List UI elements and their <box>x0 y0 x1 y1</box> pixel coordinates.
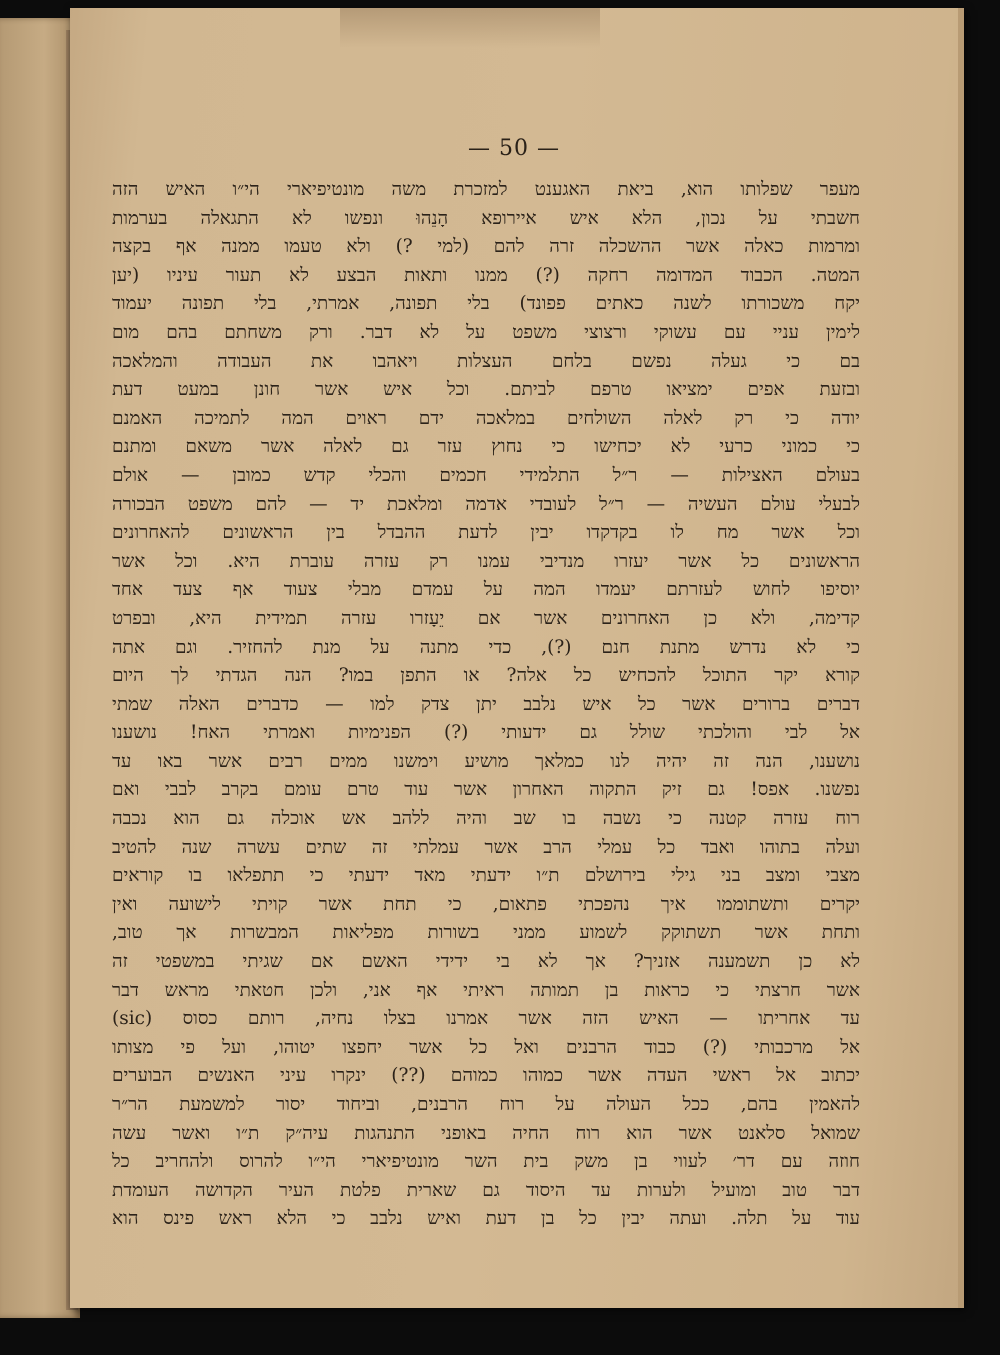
text-line: וכל אשר מח לו בקדקדו יבין לדעת ההבדל בין הראשונים להאחרונים <box>112 522 860 544</box>
text-line: יכתוב אל ראשי העדה אשר כמוהו כמוהם (??) ינקרו עיני האנשים הבוערים <box>112 1065 860 1087</box>
text-line: לימין עניי עם עשוקי ורצוצי משפט על לא דבר. ורק משחתם בהם מום <box>112 321 860 343</box>
text-line: בם כי געלה נפשם בלחם העצלות ויאהבו את העבודה והמלאכה <box>112 350 860 372</box>
text-line: דבר טוב ומועיל ולערות עד היסוד גם שארית פלטת העיר הקדושה העומדת <box>112 1179 860 1201</box>
text-line: בעולם האצילות — ר״ל התלמידי חכמים והכלי קדש כמובן — אולם <box>112 464 860 486</box>
body-text <box>112 176 860 1234</box>
text-line: לא כן תשמענה אזניך? אך לא בי ידידי האשם אם שגיתי במשפטי זה <box>112 951 860 973</box>
text-line: יודה כי רק לאלה השולחים במלאכה ידם ראוים המה לתמיכה האמנם <box>112 407 860 429</box>
text-line: נושענו, הנה זה יהיה לנו כמלאך מושיע וימשנו ממים רבים אשר באו עד <box>112 750 860 772</box>
text-line: עד אחריתו — האיש הזה אשר אמרנו בצלו נחיה, רותם כסוס (sic) <box>112 1008 860 1030</box>
page-wear-mark <box>340 8 600 48</box>
text-line: רוח עזרה קטנה כי נשבה בו שב והיה ללהב אש אוכלה גם הוא נכבה <box>112 808 860 830</box>
text-line: כי לא נדרש מתנת חנם (?), כדי מתנה על מנת להחזיר. וגם אתה <box>112 636 860 658</box>
text-line: חוזה עם דר׳ לעווי בן משק בית השר מונטיפיארי הי״ו להרוס ולהחריב כל <box>112 1151 860 1173</box>
text-line: קורא יקר התוכל להכחיש כל אלה? או התפן במו? הנה הגדתי לך היום <box>112 665 860 687</box>
text-line: אל מרכבותי (?) כבוד הרבנים ואל כל אשר יחפצו יטוהו, ועל פי מצותו <box>112 1036 860 1058</box>
text-line: ובזעת אפים ימציאו טרפם לביתם. וכל איש אשר חונן במעט דעת <box>112 379 860 401</box>
text-line: קדימה, ולא כן האחרונים אשר אם יֵעָזרו עזרה תמידית היא, ובפרט <box>112 607 860 629</box>
text-line: כי כמוני כרעי לא יכחישו כי נחוץ עזר גם לאלה אשר משאם ומתנם <box>112 436 860 458</box>
text-line: שמואל סלאנט אשר הוא רוח החיה באופני התנהגות עיה״ק ת״ו ואשר עשה <box>112 1122 860 1144</box>
text-line: יקרים ותשתוממו איך נהפכתי פתאום, כי תחת אשר קויתי לישועה ואין <box>112 893 860 915</box>
text-line: ותחת אשר תשתוקק לשמוע ממני בשורות מפליאות המבשרות אך טוב, <box>112 922 860 944</box>
text-line: מעפר שפלותו הוא, ביאת האגענט למזכרת משה מונטיפיארי הי״ו האיש הזה <box>112 179 860 200</box>
text-line: עוד על תלה. ועתה יבין כל בן דעת ואיש נלבב כי הלא ראש פינס הוא <box>112 1208 860 1230</box>
text-line: דברים ברורים אשר כל איש נלבב יתן צדק למו — כדברים האלה שמתי <box>112 693 860 715</box>
text-line: הראשונים כל אשר יעזרו מנדיבי עמנו רק עזרה עוברת היא. וכל אשר <box>112 550 860 572</box>
text-line: ומרמות כאלה אשר ההשכלה זרה להם (למי ?) ולא טעמו ממנה אף בקצה <box>112 236 860 258</box>
text-line: לבעלי עולם העשיה — ר״ל לעובדי אדמה ומלאכת יד — להם משפט הבכורה <box>112 493 860 515</box>
text-line: חשבתי על נכון, הלא איש איירופא הָנֵהוּ ונפשו לא התגאלה בערמות <box>112 207 860 229</box>
text-line: מצבי ומצב בני גילי בירושלם ת״ו ידעתי מאד ידעתי כי תתפלאו בו קוראים <box>112 865 860 887</box>
text-line: אשר חרצתי כי כראות בן תמותה ראיתי אף אני, ולכן חטאתי מראש דבר <box>112 979 860 1001</box>
page-number: — 50 — <box>468 136 560 161</box>
text-line: יוסיפו לחוש לעזרתם יעמדו המה על עמדם מבלי צעוד אף צעד אחד <box>112 579 860 601</box>
text-line: להאמין בהם, ככל העולה על רוח הרבנים, וביחוד יסור למשמעת הר״ר <box>112 1094 860 1115</box>
text-line: ועלה בתוהו ואבד כל עמלי הרב אשר עמלתי זה שתים עשרה שנה להטיב <box>112 836 860 858</box>
text-line: נפשנו. אפס! גם זיק התקוה האחרון אשר עוד טרם עומם בקרב לבבי ואם <box>112 779 860 801</box>
text-line: אל לבי והולכתי שולל גם ידעותי (?) הפנימיות ואמרתי האח! נושענו <box>112 722 860 744</box>
text-line: יקח משכורתו לשנה כאתים פפונד) בלי תפונה, אמרתי, בלי תפונה יעמוד <box>112 293 860 315</box>
text-line: המטה. הכבוד המדומה רחקה (?) ממנו ותאות הבצע לא תעור עיניו (יען <box>112 264 860 286</box>
